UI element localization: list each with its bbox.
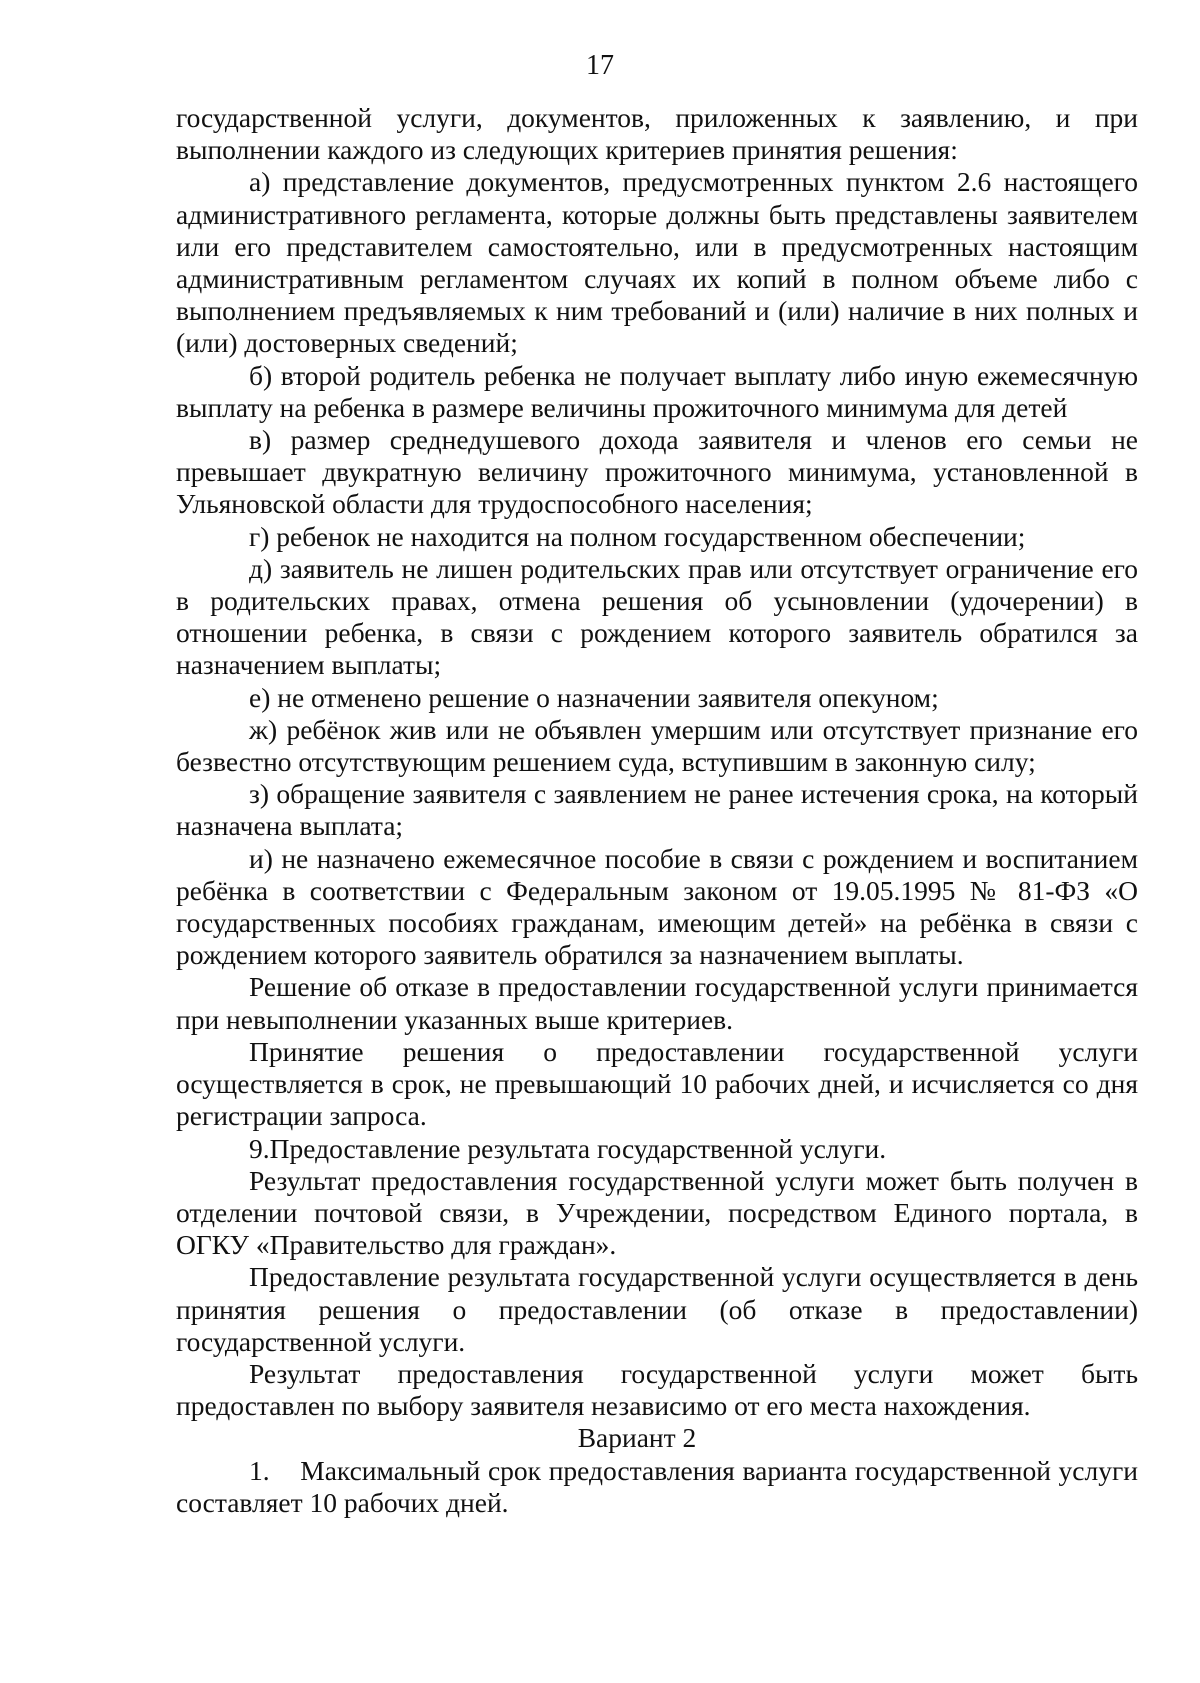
result-timing-paragraph: Предоставление результата государственной услуги осуществляется в день принятия решения о предоставлении (об отказе в предоставлении) государственной услуги.	[176, 1261, 1138, 1357]
criterion-v: в) размер среднедушевого дохода заявителя и членов его семьи не превышает двукратную величину прожиточного минимума, установленной в Ульяновской области для трудоспособного населения;	[176, 424, 1138, 520]
section-heading: 9.Предоставление результата государственной услуги.	[249, 1132, 887, 1164]
result-location-paragraph: Результат предоставления государственной услуги может быть предоставлен по выбору заявителя независимо от его места нахождения.	[176, 1357, 1138, 1422]
criterion-g: г) ребенок не находится на полном государственном обеспечении;	[249, 520, 1026, 552]
criterion-i: и) не назначено ежемесячное пособие в связи с рождением и воспитанием ребёнка в соответствии с Федеральным законом от 19.05.1995 № 81-ФЗ «О государственных пособиях гражданам, имеющим детей» на ребёнка в связи с рождением которого заявитель обратился за назначением выплаты.	[176, 842, 1138, 971]
page-number: 17	[586, 50, 614, 81]
criterion-e: е) не отменено решение о назначении заявителя опекуном;	[249, 681, 939, 713]
criterion-a: а) представление документов, предусмотренных пунктом 2.6 настоящего административного регламента, которые должны быть представлены заявителем или его представителем самостоятельно, или в предусмотренных настоящим административным регламентом случаях их копий в полном объеме либо с выполнением предъявляемых к ним требований и (или) наличие в них полных и (или) достоверных сведений;	[176, 166, 1138, 359]
variant-max-term-paragraph: 1. Максимальный срок предоставления варианта государственной услуги составляет 10 рабочих дней.	[176, 1454, 1145, 1518]
criterion-b: б) второй родитель ребенка не получает выплату либо иную ежемесячную выплату на ребенка в размере величины прожиточного минимума для детей	[176, 359, 1138, 423]
variant-heading: Вариант 2	[577, 1422, 697, 1454]
decision-term-paragraph: Принятие решения о предоставлении государственной услуги осуществляется в срок, не превышающий 10 рабочих дней, и исчисляется со дня регистрации запроса.	[176, 1035, 1138, 1132]
criterion-zh: ж) ребёнок жив или не объявлен умершим или отсутствует признание его безвестно отсутствующим решением суда, вступившим в законную силу;	[176, 713, 1138, 778]
result-receipt-paragraph: Результат предоставления государственной услуги может быть получен в отделении почтовой связи, в Учреждении, посредством Единого портала, в ОГКУ «Правительство для граждан».	[176, 1164, 1138, 1261]
criterion-z: з) обращение заявителя с заявлением не ранее истечения срока, на который назначена выплата;	[176, 778, 1138, 842]
paragraph-continuation: государственной услуги, документов, приложенных к заявлению, и при выполнении каждого из следующих критериев принятия решения:	[176, 102, 1138, 166]
criterion-d: д) заявитель не лишен родительских прав или отсутствует ограничение его в родительских правах, отмена решения об усыновлении (удочерении) в отношении ребенка, в связи с рождением которого заявитель обратился за назначением выплаты;	[176, 552, 1138, 681]
refusal-decision-paragraph: Решение об отказе в предоставлении государственной услуги принимается при невыполнении указанных выше критериев.	[176, 971, 1138, 1035]
document-body	[176, 102, 1145, 1519]
